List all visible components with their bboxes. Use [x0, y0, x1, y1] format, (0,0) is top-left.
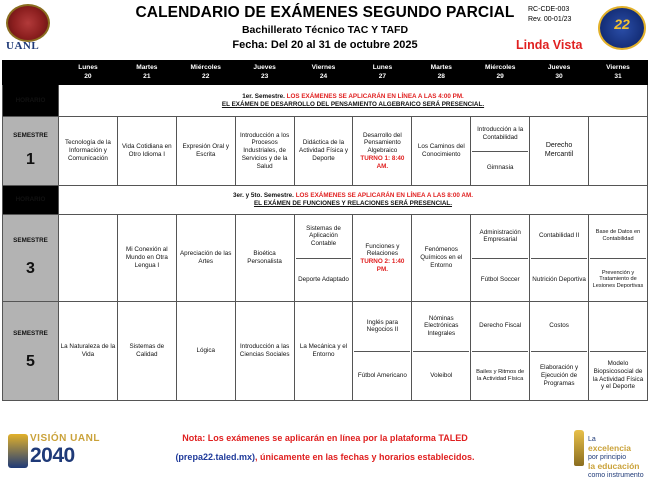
exam-cell: Desarrollo del Pensamiento Algebraico TURNO 1: 8:40 AM. [353, 117, 412, 186]
exam-cell: Introducción a las Ciencias Sociales [235, 302, 294, 401]
exam-cell-top: Introducción a la Contabilidad [472, 117, 528, 152]
exam-cell-bottom: Nutrición Deportiva [532, 275, 586, 283]
exam-cell: Sistemas de Calidad [117, 302, 176, 401]
exam-cell: Expresión Oral y Escrita [176, 117, 235, 186]
exam-cell-top: Sistemas de Aplicación Contable [296, 215, 352, 259]
exam-cell: Mi Conexión al Mundo en Otra Lengua I [117, 215, 176, 302]
exam-cell-top: Administración Empresarial [472, 215, 528, 259]
exam-cell: Fenómenos Químicos en el Entorno [412, 215, 471, 302]
horario-row-2 [3, 186, 648, 215]
exam-cell-split [412, 302, 471, 401]
vision-year: 2040 [30, 444, 75, 467]
day-header: Jueves 30 [530, 61, 589, 85]
semester-label: SEMESTRE 1 [3, 117, 59, 186]
exam-cell-bottom: Modelo Biopsicosocial de la Actividad Física y el Deporte [592, 360, 644, 391]
exam-cell-split [353, 302, 412, 401]
exam-cell-top: Costos [531, 302, 587, 352]
day-header: Viernes 24 [294, 61, 353, 85]
day-header: Martes 28 [412, 61, 471, 85]
day-header: Jueves 23 [235, 61, 294, 85]
day-header: Miércoles 29 [471, 61, 530, 85]
day-header: Viernes 31 [589, 61, 648, 85]
exam-cell: Lógica [176, 302, 235, 401]
day-header: Martes 21 [117, 61, 176, 85]
exam-cell: Los Caminos del Conocimiento [412, 117, 471, 186]
taled-link[interactable]: (prepa22.taled.mx) [175, 452, 255, 462]
footer-note-link-line: (prepa22.taled.mx), únicamente en las fechas y horarios establecidos. [175, 452, 475, 462]
exam-cell-split [471, 117, 530, 186]
exam-cell-bottom: Prevención y Tratamiento de Lesiones Deportivas [592, 269, 644, 290]
exam-cell: La Naturaleza de la Vida [59, 302, 118, 401]
semester-row-3 [3, 215, 648, 302]
exam-cell-top: Contabilidad II [531, 215, 587, 259]
exam-cell-split [530, 215, 589, 302]
horario-label: HORARIO [3, 85, 59, 117]
exam-cell-top: Base de Datos en Contabilidad [590, 215, 646, 259]
exam-cell: Funciones y Relaciones TURNO 2: 1:40 PM. [353, 215, 412, 302]
exam-cell: Vida Cotidiana en Otro Idioma I [117, 117, 176, 186]
day-header: Lunes 27 [353, 61, 412, 85]
days-header-row [3, 61, 648, 85]
uanl-slogan: La excelencia por principio la educación como instrumento [588, 436, 644, 480]
page-title: CALENDARIO DE EXÁMENES SEGUNDO PARCIAL [135, 4, 515, 21]
exam-cell-bottom: Voleibol [430, 371, 453, 379]
exam-cell-bottom: Fútbol Soccer [480, 275, 520, 283]
exam-cell-top: Inglés para Negocios II [354, 302, 410, 352]
semester-label: SEMESTRE 3 [3, 215, 59, 302]
exam-cell-top [590, 302, 646, 352]
exam-cell: Apreciación de las Artes [176, 215, 235, 302]
exam-cell: Derecho Mercantil [530, 117, 589, 186]
footer-note: Nota: Los exámenes se aplicarán en línea por la plataforma TALED [182, 433, 468, 443]
notice-third-fifth-semester: 3er. y 5to. Semestre. LOS EXÁMENES SE APLICARÁN EN LÍNEA A LAS 8:00 AM. EL EXÁMEN DE FUNCIONES Y RELACIONES SERÁ PRESENCIAL. [59, 186, 648, 215]
exam-cell-split [589, 215, 648, 302]
exam-cell: Tecnología de la Información y Comunicación [59, 117, 118, 186]
exam-cell-bottom: Gimnasia [486, 164, 514, 172]
vision-label: VISIÓN UANL [30, 433, 100, 444]
date-range: Fecha: Del 20 al 31 de octubre 2025 [232, 39, 418, 51]
prepa22-logo-number: 22 [614, 16, 630, 32]
document-code: RC-CDE-003 [528, 6, 570, 13]
exam-cell [59, 215, 118, 302]
exam-cell-bottom: Deporte Adaptado [298, 275, 349, 283]
document-revision: Rev. 00-01/23 [528, 16, 572, 23]
exam-cell: Bioética Personalista [235, 215, 294, 302]
horario-label: HORARIO [3, 186, 59, 215]
exam-cell: Introducción a los Procesos Industriales, de Servicios y de la Salud [235, 117, 294, 186]
exam-cell-bottom: Fútbol Americano [357, 371, 407, 379]
exam-cell [589, 117, 648, 186]
exam-cell-bottom: Bailes y Ritmos de la Actividad Física [476, 368, 525, 382]
exam-calendar-table [2, 60, 648, 401]
notice-first-semester: 1er. Semestre. LOS EXÁMENES SE APLICARÁN EN LÍNEA A LAS 4:00 PM. EL EXÁMEN DE DESARROLLO DEL PENSAMIENTO ALGEBRAICO SERÁ PRESENCIAL. [59, 85, 648, 117]
torch-icon [574, 430, 584, 466]
exam-cell-bottom: Elaboración y Ejecución de Programas [539, 364, 579, 387]
semester-row-5 [3, 302, 648, 401]
semester-label: SEMESTRE 5 [3, 302, 59, 401]
horario-row-1 [3, 85, 648, 117]
exam-cell-split [471, 215, 530, 302]
page-subtitle: Bachillerato Técnico TAC Y TAFD [241, 24, 409, 36]
day-header: Lunes 20 [59, 61, 118, 85]
day-header: Miércoles 22 [176, 61, 235, 85]
semester-row-1 [3, 117, 648, 186]
exam-cell: Didáctica de la Actividad Física y Deporte [294, 117, 353, 186]
exam-cell-split [471, 302, 530, 401]
campus-name: Linda Vista [516, 38, 583, 52]
exam-cell-top: Derecho Fiscal [472, 302, 528, 352]
exam-cell-split [294, 215, 353, 302]
uanl-logo-text: UANL [6, 40, 40, 52]
exam-cell: La Mecánica y el Entorno [294, 302, 353, 401]
exam-cell-top: Nóminas Electrónicas Integrales [413, 302, 469, 352]
exam-cell-split [530, 302, 589, 401]
header-corner [3, 61, 59, 85]
exam-cell-split [589, 302, 648, 401]
